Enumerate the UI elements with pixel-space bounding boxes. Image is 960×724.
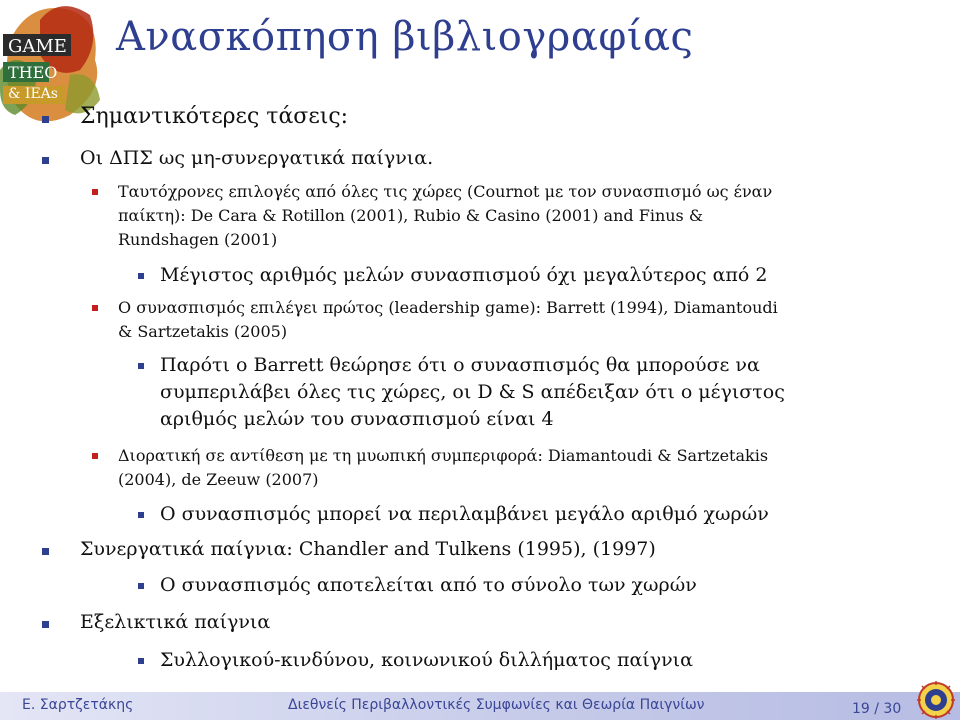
square-bullet-icon [92,453,98,459]
bullet-text-line: Ο συνασπισμός επιλέγει πρώτος (leadership game): Barrett (1994), Diamantoudi [118,298,778,317]
footer-title: Διεθνείς Περιβαλλοντικές Συμφωνίες και Θεωρία Παιγνίων [288,697,705,713]
bullet-text-line: αριθμός μελών του συνασπισμού είναι 4 [160,408,554,430]
bullet-text: Συνεργατικά παίγνια: Chandler and Tulkens (1995), (1997) [80,538,656,560]
square-bullet-icon [138,583,144,589]
slide-footer [0,692,960,720]
bullet-text-line: Παρότι ο Barrett θεώρησε ότι ο συνασπισμός θα μπορούσε να [160,354,760,376]
bullet-text-line: Ταυτόχρονες επιλογές από όλες τις χώρες (Cournot με τον συνασπισμό ως έναν [118,182,773,201]
bullet-text-line: συμπεριλάβει όλες τις χώρες, οι D & S απέδειξαν ότι ο μέγιστος [160,381,785,403]
bullet-text: Εξελικτικά παίγνια [80,611,271,633]
logo-text-line-3: & IEAs [8,86,58,102]
bullet-text-line: Συλλογικού-κινδύνου, κοινωνικού διλλήματος παίγνια [160,649,693,671]
square-bullet-icon [42,157,49,164]
square-bullet-icon [138,512,144,518]
page-number: 19 / 30 [852,701,902,717]
bullet-text-line: Μέγιστος αριθμός μελών συνασπισμού όχι μεγαλύτερος από 2 [160,264,768,286]
bullet-text: Οι ΔΠΣ ως μη-συνεργατικά παίγνια. [80,147,434,169]
bullet-text-line: (2004), de Zeeuw (2007) [118,470,319,489]
bullet-text-line: & Sartzetakis (2005) [118,322,288,341]
footer-author: Ε. Σαρτζετάκης [22,697,134,713]
bullet-text-line: Rundshagen (2001) [118,230,278,249]
bullet-text: Σημαντικότερες τάσεις: [80,104,349,129]
square-bullet-icon [42,548,49,555]
logo-text-line-1: GAME [8,36,67,57]
square-bullet-icon [138,363,144,369]
university-seal-icon [916,680,956,720]
bullet-text-line: Διορατική σε αντίθεση με τη μυωπική συμπεριφορά: Diamantoudi & Sartzetakis [118,446,769,465]
square-bullet-icon [42,621,49,628]
bullet-text-line: Ο συνασπισμός μπορεί να περιλαμβάνει μεγάλο αριθμό χωρών [160,503,769,525]
square-bullet-icon [138,658,144,664]
bullet-text-line: Ο συνασπισμός αποτελείται από το σύνολο των χωρών [160,574,697,596]
slide-title: Ανασκόπηση βιβλιογραφίας [116,14,694,60]
logo-text-line-2: THEO [8,63,58,82]
square-bullet-icon [92,305,98,311]
square-bullet-icon [92,189,98,195]
square-bullet-icon [138,273,144,279]
square-bullet-icon [42,116,49,123]
bullet-text-line: παίκτη): De Cara & Rotillon (2001), Rubio & Casino (2001) and Finus & [118,206,704,225]
